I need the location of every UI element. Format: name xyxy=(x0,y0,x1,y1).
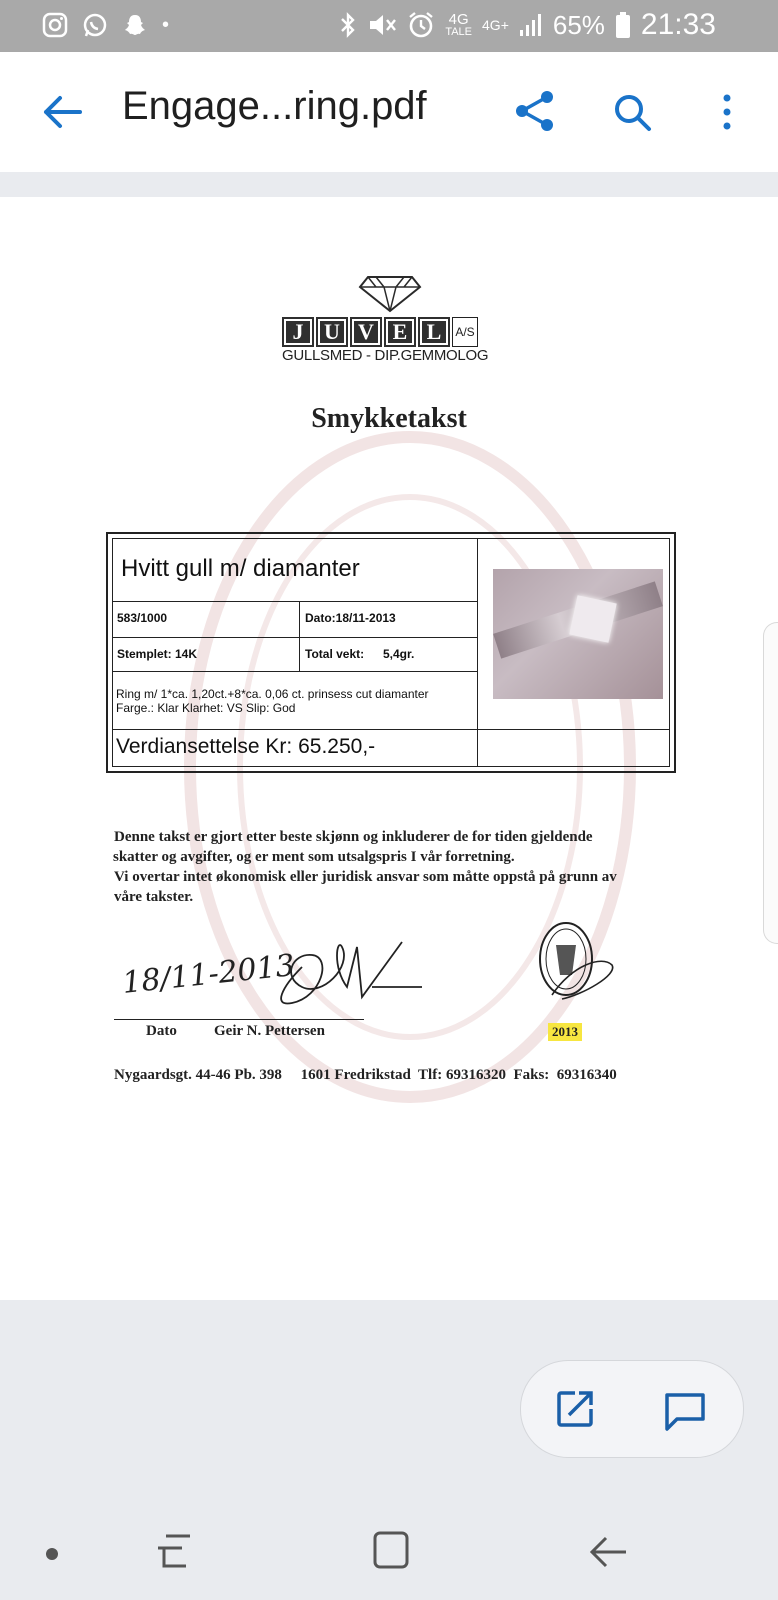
more-options-icon[interactable] xyxy=(712,90,742,134)
bluetooth-icon xyxy=(339,11,357,39)
status-bar xyxy=(0,0,778,52)
battery-percent: 65% xyxy=(552,9,605,40)
handwritten-date: 18/11-2013 xyxy=(120,948,297,1001)
logo-suffix: A/S xyxy=(452,317,478,347)
disclaimer-line-4: våre takster. xyxy=(114,889,194,905)
signature-line xyxy=(114,1019,364,1020)
total-weight-label: Total vekt: xyxy=(305,647,365,661)
description-line-1: Ring m/ 1*ca. 1,20ct.+8*ca. 0,06 ct. prinsess cut diamanter xyxy=(116,687,429,701)
share-icon[interactable] xyxy=(512,88,558,134)
status-notifications xyxy=(42,12,169,38)
app-bar xyxy=(0,52,778,172)
pdf-page xyxy=(0,197,778,1300)
status-indicators xyxy=(339,8,716,42)
item-title: Hvitt gull m/ diamanter xyxy=(121,555,360,582)
clock: 21:33 xyxy=(640,8,716,41)
pdf-viewer[interactable] xyxy=(0,172,778,1300)
purity: 583/1000 xyxy=(117,611,168,625)
logo-letter-l: L xyxy=(418,317,450,347)
nav-dot-icon[interactable] xyxy=(46,1548,58,1560)
network-bottom: TALE xyxy=(445,26,473,38)
disclaimer-line-1: Denne takst er gjort etter beste skjønn og inkluderer de for tiden gjeldende xyxy=(114,829,593,845)
navigation-bar xyxy=(0,1490,778,1600)
home-icon[interactable] xyxy=(372,1530,410,1570)
diamond-stone xyxy=(569,595,616,642)
juvel-logo xyxy=(282,317,478,347)
disclaimer xyxy=(114,827,674,907)
table-divider-vertical xyxy=(299,601,300,671)
document-title: Engage...ring.pdf xyxy=(122,84,427,128)
date-label: Dato xyxy=(146,1023,177,1039)
table-divider xyxy=(113,671,477,672)
logo-letter-v: V xyxy=(350,317,382,347)
back-icon[interactable] xyxy=(588,1534,628,1570)
edit-icon[interactable] xyxy=(555,1389,595,1429)
floating-actions xyxy=(520,1360,744,1458)
address: Nygaardsgt. 44-46 Pb. 398 1601 Fredrikstad Tlf: 69316320 Faks: 69316340 xyxy=(114,1067,617,1083)
appraisal-date: Dato:18/11-2013 xyxy=(305,611,396,625)
signal-icon xyxy=(519,12,543,38)
signal-label: 4G+ xyxy=(482,17,509,33)
signer-name: Geir N. Pettersen xyxy=(214,1023,325,1039)
document-heading: Smykketakst xyxy=(311,403,467,434)
more-notifications-icon: • xyxy=(162,13,170,36)
ring-photo xyxy=(493,569,663,699)
recent-apps-icon[interactable] xyxy=(156,1530,192,1572)
comment-icon[interactable] xyxy=(663,1391,707,1431)
mute-icon xyxy=(367,11,397,39)
appraisal-table xyxy=(106,532,676,773)
table-divider xyxy=(113,601,477,602)
diamond-logo-icon xyxy=(280,269,500,313)
network-type xyxy=(445,12,472,38)
logo-letter-e: E xyxy=(384,317,416,347)
whatsapp-icon xyxy=(82,12,108,38)
battery-icon xyxy=(615,11,631,39)
disclaimer-line-3: Vi overtar intet økonomisk eller juridisk ansvar som måtte oppstå på grunn av xyxy=(114,869,617,885)
logo-subtitle: GULLSMED - DIP.GEMMOLOG xyxy=(282,347,489,364)
stamp: Stemplet: 14K xyxy=(117,647,198,661)
disclaimer-line-2: skatter og avgifter, og er ment som utsalgspris I vår forretning. xyxy=(113,849,515,865)
back-arrow-icon[interactable] xyxy=(40,90,84,134)
signature xyxy=(262,927,432,1017)
table-divider xyxy=(113,637,477,638)
search-icon[interactable] xyxy=(610,90,654,134)
guild-seal xyxy=(522,915,618,1011)
instagram-icon xyxy=(42,12,68,38)
table-divider-vertical xyxy=(477,539,478,766)
appraisal-table-inner xyxy=(112,538,670,767)
seal-year: 2013 xyxy=(548,1023,582,1041)
description-line-2: Farge.: Klar Klarhet: VS Slip: God xyxy=(116,701,296,715)
logo-letter-j: J xyxy=(282,317,314,347)
snapchat-icon xyxy=(122,12,148,38)
valuation: Verdiansettelse Kr: 65.250,- xyxy=(116,735,376,758)
network-top: 4G xyxy=(448,11,469,28)
total-weight-value: 5,4gr. xyxy=(383,647,415,661)
logo-letter-u: U xyxy=(316,317,348,347)
alarm-icon xyxy=(407,11,435,39)
scroll-handle[interactable] xyxy=(763,622,778,944)
table-divider xyxy=(113,729,669,730)
